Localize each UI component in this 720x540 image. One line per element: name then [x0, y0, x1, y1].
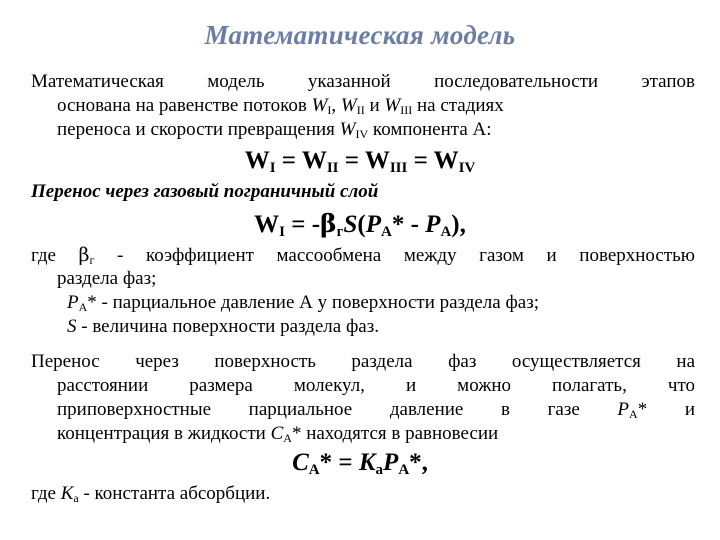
where-paragraph	[31, 243, 695, 339]
equation-flux-equality: $W_I = W_{II} = W_{III} = W_{IV}$	[244, 147, 476, 176]
transfer-line-2: расстоянии размера молекул, и можно полагать, что	[57, 375, 695, 396]
intro-line-1: Математическая модель указанной последовательности этапов	[31, 71, 695, 92]
transfer-paragraph	[31, 350, 695, 446]
equation-absorption: $C_A* = K_aP_A*$,	[292, 449, 428, 478]
where-line-1: где $\beta_г$ - коэффициент массообмена между газом и поверхностью	[31, 244, 695, 267]
where-line-2: раздела фаз;	[57, 268, 157, 289]
where-line-4: S - величина поверхности раздела фаз.	[67, 316, 379, 337]
final-line: где $K_а$ - константа абсорбции.	[31, 483, 271, 505]
final-paragraph	[31, 482, 695, 506]
intro-line-2: основана на равенстве потоков $W_I$, $W_{II}$ и $W_{III}$ на стадиях	[57, 95, 504, 117]
page-title: Математическая модель	[204, 20, 516, 50]
where-line-3: $P_A*$ - парциальное давление А у поверхности раздела фаз;	[67, 292, 539, 314]
intro-line-3: переноса и скорости превращения $W_{IV}$ компонента А:	[57, 119, 492, 141]
transfer-line-4: концентрация в жидкости $C_A*$ находятся в равновесии	[57, 423, 499, 445]
section-heading: Перенос через газовый пограничный слой	[31, 181, 379, 202]
equation-gas-transfer: $W_I = -\beta_гS(P_A* - P_A)$,	[254, 209, 466, 240]
transfer-line-3: приповерхностные парциальное давление в газе $P_A*$ и	[57, 399, 695, 421]
transfer-line-1: Перенос через поверхность раздела фаз осуществляется на	[31, 351, 695, 372]
intro-paragraph	[31, 70, 695, 142]
